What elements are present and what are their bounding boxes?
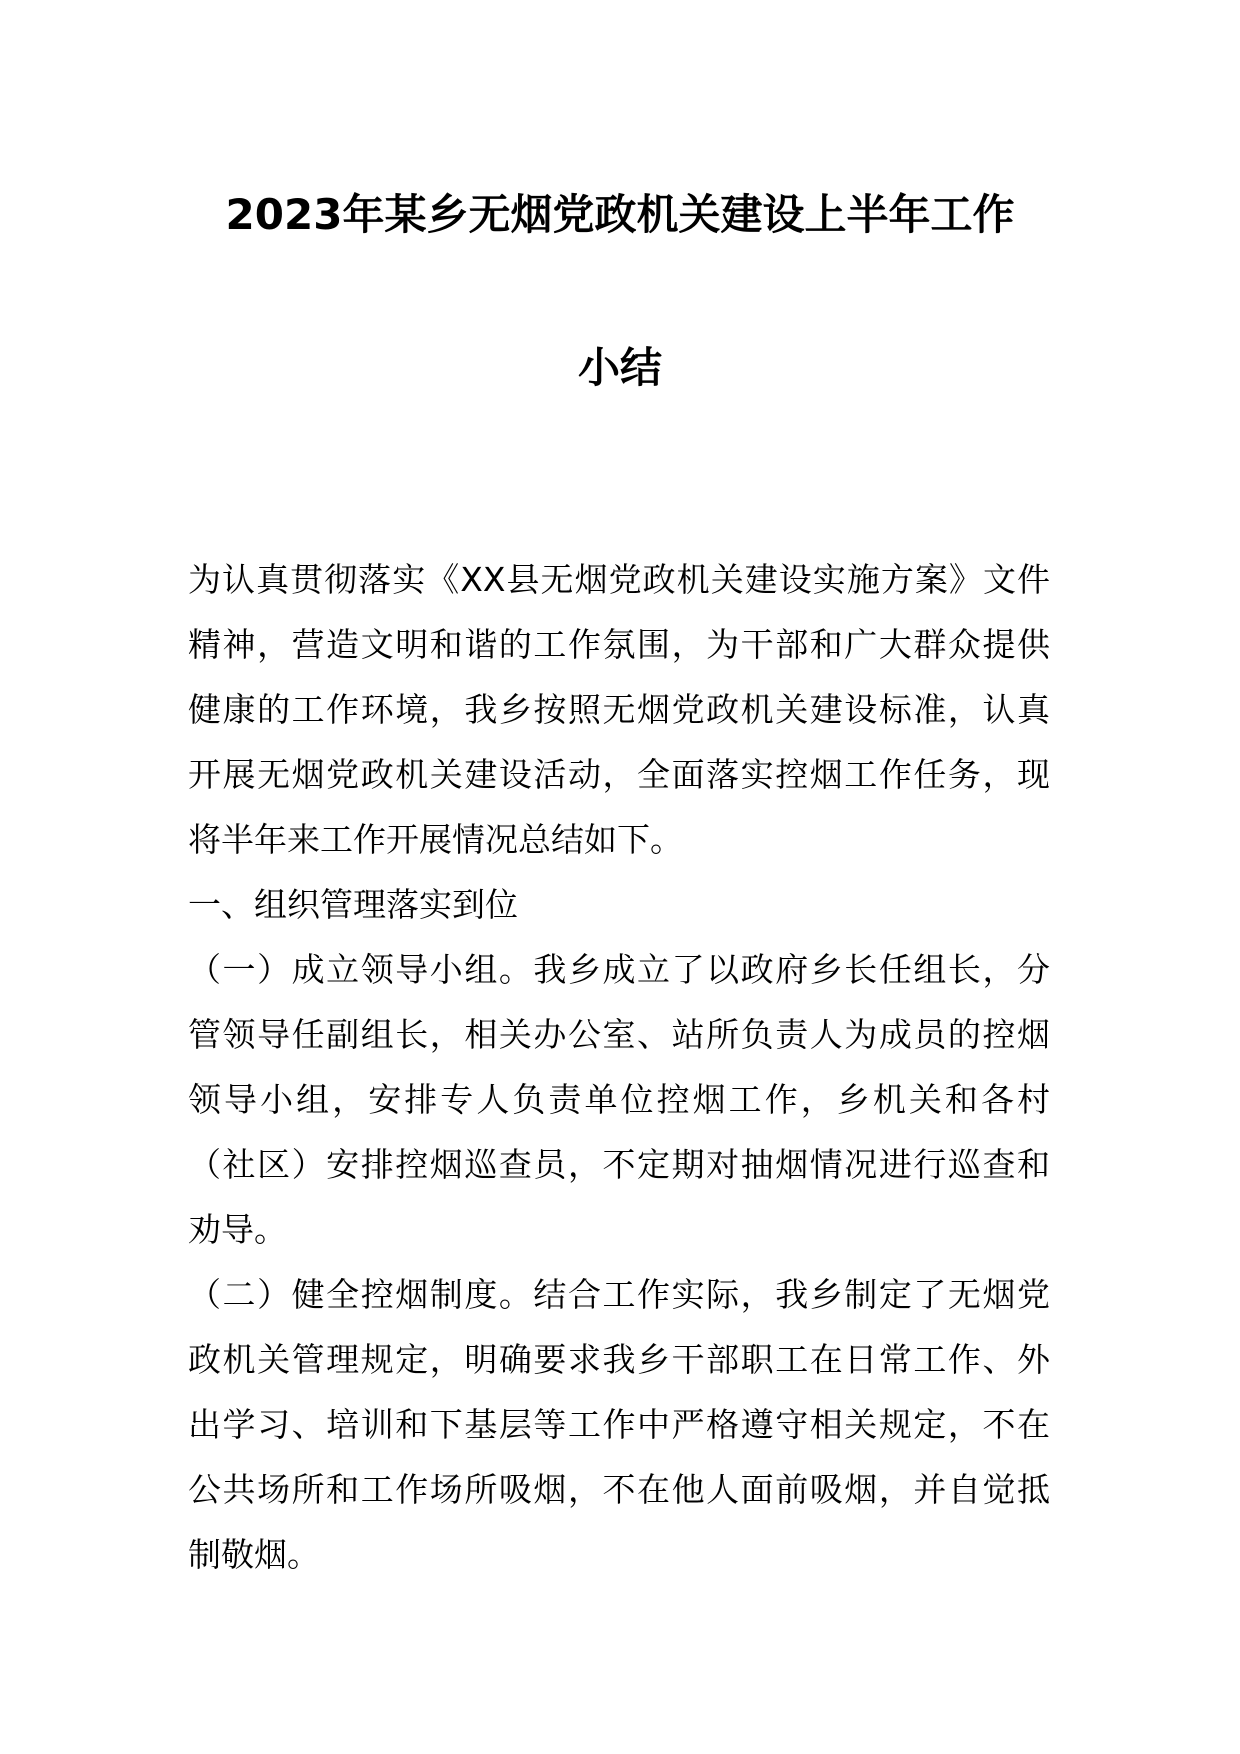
paragraph-control-system <box>188 1262 1050 1587</box>
text-line: （二）健全控烟制度。结合工作实际，我乡制定了无烟党 <box>188 1275 1050 1314</box>
text-line: 领导小组，安排专人负责单位控烟工作，乡机关和各村 <box>188 1080 1050 1119</box>
text-line: 精神，营造文明和谐的工作氛围，为干部和广大群众提供 <box>188 625 1050 664</box>
text-line: 开展无烟党政机关建设活动，全面落实控烟工作任务，现 <box>188 755 1050 794</box>
text-line: 为认真贯彻落实《XX县无烟党政机关建设实施方案》文件 <box>188 560 1050 599</box>
paragraph-intro <box>188 547 1050 872</box>
text-line: 劝导。 <box>188 1210 287 1249</box>
text-line: 出学习、培训和下基层等工作中严格遵守相关规定，不在 <box>188 1405 1050 1444</box>
text-line: 政机关管理规定，明确要求我乡干部职工在日常工作、外 <box>188 1340 1050 1379</box>
text-line: 公共场所和工作场所吸烟，不在他人面前吸烟，并自觉抵 <box>188 1470 1050 1509</box>
text-line: （一）成立领导小组。我乡成立了以政府乡长任组长，分 <box>188 950 1050 989</box>
text-line: 制敬烟。 <box>188 1535 320 1574</box>
section-heading <box>188 872 1050 937</box>
text-line: 一、组织管理落实到位 <box>188 885 518 924</box>
document-body <box>188 547 1050 1587</box>
title-line-1: 2023年某乡无烟党政机关建设上半年工作 <box>225 190 1015 239</box>
paragraph-leading-group <box>188 937 1050 1262</box>
text-line: 健康的工作环境，我乡按照无烟党政机关建设标准，认真 <box>188 690 1050 729</box>
document-title <box>0 190 1240 393</box>
title-line-2: 小结 <box>577 343 662 392</box>
text-line: 管领导任副组长，相关办公室、站所负责人为成员的控烟 <box>188 1015 1050 1054</box>
text-line: 将半年来工作开展情况总结如下。 <box>188 820 683 859</box>
text-line: （社区）安排控烟巡查员，不定期对抽烟情况进行巡查和 <box>188 1145 1050 1184</box>
